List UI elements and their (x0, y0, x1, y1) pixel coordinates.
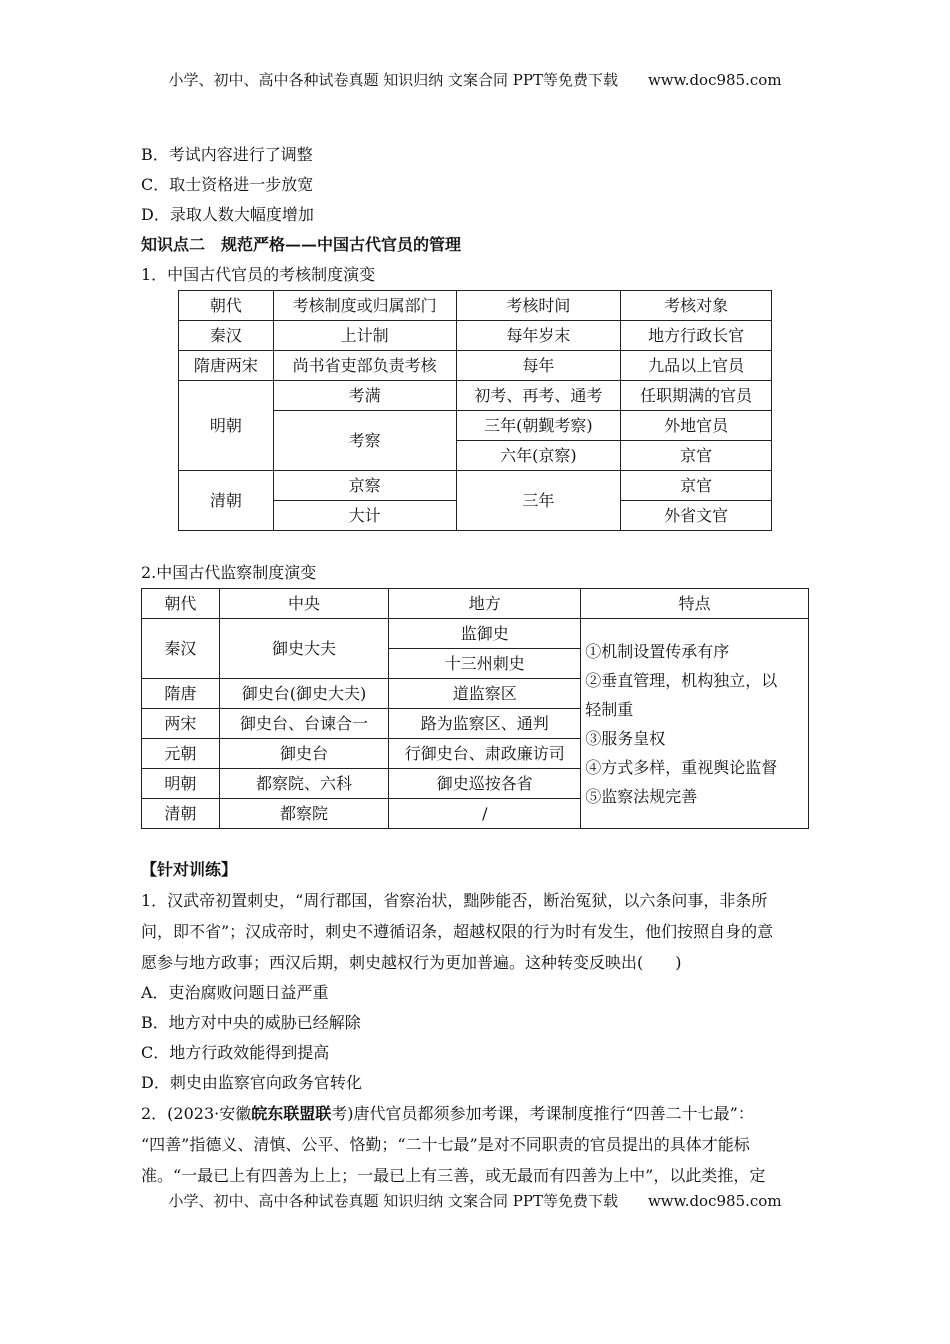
option-a: A．吏治腐败问题日益严重 (141, 983, 329, 1002)
header-cell: 考核制度或归属部门 (273, 291, 456, 321)
practice-title: 【针对训练】 (141, 860, 238, 879)
question-1-line: 愿参与地方政事；西汉后期，刺史越权行为更加普遍。这种转变反映出( ) (141, 953, 682, 972)
page-header (0, 69, 950, 90)
header-cell: 朝代 (142, 589, 220, 619)
header-cell: 考核时间 (456, 291, 621, 321)
footer-url[interactable]: www.doc985.com (647, 1192, 782, 1210)
table-cell: 路为监察区、通判 (389, 709, 581, 739)
table-cell: 御史台 (219, 739, 389, 769)
option-d: D．刺史由监察官向政务官转化 (141, 1073, 362, 1092)
table-cell: 上计制 (273, 321, 456, 351)
table-cell: 三年(朝觐考察) (456, 411, 621, 441)
header-cell: 特点 (581, 589, 809, 619)
table-cell: 十三州刺史 (389, 649, 581, 679)
table-cell: 清朝 (179, 471, 274, 531)
prev-option-d: D．录取人数大幅度增加 (141, 205, 314, 224)
feature-item: ①机制设置传承有序 (585, 641, 730, 661)
table2-title: 2.中国古代监察制度演变 (141, 563, 317, 582)
table-row (179, 471, 772, 501)
question-2-line: 准。“一最已上有四善为上上；一最已上有三善，或无最而有四善为上中”，以此类推，定 (141, 1166, 766, 1185)
table-cell: 京察 (273, 471, 456, 501)
footer-text: 小学、初中、高中各种试卷真题 知识归纳 文案合同 PPT等免费下载 (168, 1192, 618, 1210)
question-1-line: 1．汉武帝初置刺史，“周行郡国，省察治状，黜陟能否，断治冤狱，以六条问事，非条所 (141, 891, 768, 910)
question-2-first-line (141, 1098, 811, 1129)
table-cell: 地方行政长官 (621, 321, 772, 351)
page-footer (0, 1190, 950, 1211)
header-url[interactable]: www.doc985.com (647, 71, 782, 89)
assessment-table (178, 290, 772, 531)
table-cell: 考满 (273, 381, 456, 411)
question-2-line: “四善”指德义、清慎、公平、恪勤；“二十七最”是对不同职责的官员提出的具体才能标 (141, 1135, 750, 1154)
question-2-source-end: 考) (331, 1104, 354, 1123)
table-cell: 九品以上官员 (621, 351, 772, 381)
table-cell: 明朝 (179, 381, 274, 471)
table-row (179, 381, 772, 411)
table-cell: 任职期满的官员 (621, 381, 772, 411)
table-cell: 御史大夫 (219, 619, 389, 679)
table-cell: 尚书省吏部负责考核 (273, 351, 456, 381)
table-cell: 初考、再考、通考 (456, 381, 621, 411)
document-body (141, 140, 811, 1191)
question-2-text: 唐代官员都须参加考课，考课制度推行“四善二十七最”： (353, 1104, 754, 1123)
section-title: 知识点二 规范严格——中国古代官员的管理 (141, 235, 462, 254)
table-cell: 外省文官 (621, 501, 772, 531)
prev-option-c: C．取士资格进一步放宽 (141, 175, 314, 194)
option-c: C．地方行政效能得到提高 (141, 1043, 330, 1062)
header-cell: 朝代 (179, 291, 274, 321)
table-cell: 秦汉 (179, 321, 274, 351)
table-cell: 隋唐 (142, 679, 220, 709)
feature-item: 轻制重 (585, 699, 634, 719)
table-cell: 明朝 (142, 769, 220, 799)
feature-item: ③服务皇权 (585, 728, 666, 748)
table-row (142, 619, 809, 649)
question-2-number: 2．(2023·安徽 (141, 1104, 252, 1123)
question-1-line: 问，即不省”；汉成帝时，刺史不遵循诏条，超越权限的行为时有发生，他们按照自身的意 (141, 922, 774, 941)
table-cell: 御史台、台谏合一 (219, 709, 389, 739)
table-cell: 秦汉 (142, 619, 220, 679)
table-cell: 御史巡按各省 (389, 769, 581, 799)
table-cell: 清朝 (142, 799, 220, 829)
prev-option-b: B．考试内容进行了调整 (141, 145, 313, 164)
table1-title: 1．中国古代官员的考核制度演变 (141, 265, 376, 284)
header-cell: 地方 (389, 589, 581, 619)
table-cell: 都察院、六科 (219, 769, 389, 799)
table-header-row (142, 589, 809, 619)
question-2 (141, 1098, 811, 1191)
table-cell: 大计 (273, 501, 456, 531)
table-cell: 元朝 (142, 739, 220, 769)
header-cell: 中央 (219, 589, 389, 619)
table-cell: 每年岁末 (456, 321, 621, 351)
question-2-source: 皖东联盟联 (251, 1104, 332, 1123)
option-b: B．地方对中央的威胁已经解除 (141, 1013, 361, 1032)
table-cell: 行御史台、肃政廉访司 (389, 739, 581, 769)
table-cell: 隋唐两宋 (179, 351, 274, 381)
table-cell: 道监察区 (389, 679, 581, 709)
header-text: 小学、初中、高中各种试卷真题 知识归纳 文案合同 PPT等免费下载 (168, 71, 618, 89)
table-row (179, 321, 772, 351)
table-row (179, 351, 772, 381)
table-header-row (179, 291, 772, 321)
table-cell: 六年(京察) (456, 441, 621, 471)
table-cell: 考察 (273, 411, 456, 471)
table-cell: 京官 (621, 471, 772, 501)
table-cell: 两宋 (142, 709, 220, 739)
table-cell: 监御史 (389, 619, 581, 649)
feature-item: ⑤监察法规完善 (585, 786, 698, 806)
feature-item: ②垂直管理，机构独立，以 (585, 670, 778, 690)
table-cell: 御史台(御史大夫) (219, 679, 389, 709)
table-cell: 每年 (456, 351, 621, 381)
table-cell: 都察院 (219, 799, 389, 829)
question-1 (141, 885, 811, 978)
table-cell: 外地官员 (621, 411, 772, 441)
table-cell: / (389, 799, 581, 829)
features-cell (581, 619, 809, 829)
supervision-table (141, 588, 809, 829)
table-cell: 京官 (621, 441, 772, 471)
header-cell: 考核对象 (621, 291, 772, 321)
feature-item: ④方式多样，重视舆论监督 (585, 757, 778, 777)
table-cell: 三年 (456, 471, 621, 531)
